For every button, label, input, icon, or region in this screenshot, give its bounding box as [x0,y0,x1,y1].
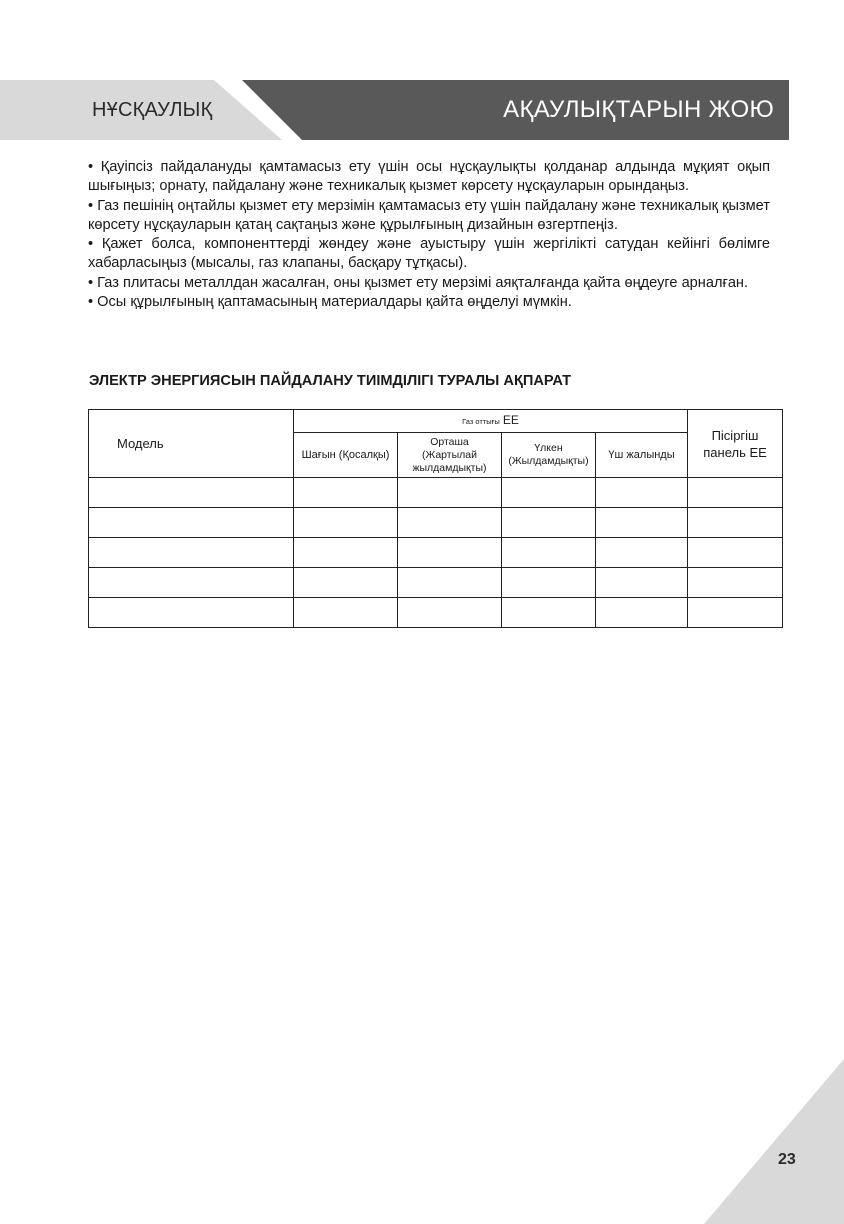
large-line2: (Жылдамдықты) [508,455,589,467]
energy-efficiency-table [88,409,783,628]
table-cell [89,478,294,508]
table-cell [89,538,294,568]
paragraph-1: • Қауіпсіз пайдалануды қамтамасыз ету үшін осы нұсқаулықты қолданар алдында мұқият оқып шығыңыз; орнату, пайдалану және техникалық қызмет көрсету нұсқауларын орындаңыз. [88,159,770,195]
instructions-text [88,158,770,312]
paragraph-2: • Газ пешінің оңтайлы қызмет ету мерзімін қамтамасыз ету үшін пайдалану және техникалық қызмет көрсету нұсқауларын қатаң сақтаңыз және құрылғының дизайнын өзгертпеңіз. [88,197,770,233]
table-cell [502,538,596,568]
table-cell [688,568,783,598]
medium-line2: (Жартылай [422,448,477,461]
table-cell [688,598,783,628]
panel-ee-line2: панель ЕЕ [703,444,767,460]
page-corner-triangle [704,1059,844,1224]
table-cell [398,568,502,598]
table-cell [89,568,294,598]
table-row [89,568,783,598]
table-cell [89,508,294,538]
small-burner-header: Шағын (Қосалқы) [294,433,398,478]
page-number: 23 [778,1151,796,1168]
table-cell [502,478,596,508]
table-cell [502,598,596,628]
paragraph-4: • Газ плитасы металлдан жасалған, оны қызмет ету мерзімі аяқталғанда қайта өңдеуге арналған. [88,274,749,291]
paragraph-5: • Осы құрылғының қаптамасының материалдары қайта өңделуі мүмкін. [88,294,572,311]
table-cell [596,478,688,508]
table-row [89,508,783,538]
table-row [89,538,783,568]
page-header [0,80,844,140]
table-cell [688,538,783,568]
table-row [89,598,783,628]
table-cell [398,508,502,538]
medium-line1: Орташа [430,435,469,448]
medium-burner-header [398,433,502,478]
table-cell [294,478,398,508]
table-cell [596,538,688,568]
table-cell [596,568,688,598]
table-cell [398,478,502,508]
section-title: ЭЛЕКТР ЭНЕРГИЯСЫН ПАЙДАЛАНУ ТИІМДІЛІГІ ТУРАЛЫ АҚПАРАТ [89,373,572,389]
large-line1: Үлкен [534,442,563,454]
medium-line3: жылдамдықты) [412,461,487,474]
panel-ee-line1: Пісіргіш [711,427,759,443]
table-cell [596,508,688,538]
paragraph-3: • Қажет болса, компоненттерді жөндеу және ауыстыру үшін жергілікті сатудан кейінгі бөлімге хабарласыңыз (мысалы, газ клапаны, басқару тұтқасы). [88,236,770,272]
table-cell [294,538,398,568]
triple-burner-header: Үш жалынды [596,433,688,478]
table-cell [294,598,398,628]
model-header: Модель [89,410,294,478]
table-cell [688,478,783,508]
table-cell [596,598,688,628]
table-row [89,478,783,508]
panel-ee-header [688,410,783,478]
gas-ee-label: ЕЕ [502,413,519,427]
page-title: АҚАУЛЫҚТАРЫН ЖОЮ [503,96,774,123]
large-burner-header [502,433,596,478]
table-cell [294,508,398,538]
manual-label: НҰСҚАУЛЫҚ [92,99,213,121]
table-cell [688,508,783,538]
gas-burner-header [294,410,688,433]
gas-burner-label: Газ оттығы [462,417,500,426]
table-cell [502,508,596,538]
table-cell [294,568,398,598]
table-cell [89,598,294,628]
table-cell [398,598,502,628]
table-cell [398,538,502,568]
table-cell [502,568,596,598]
